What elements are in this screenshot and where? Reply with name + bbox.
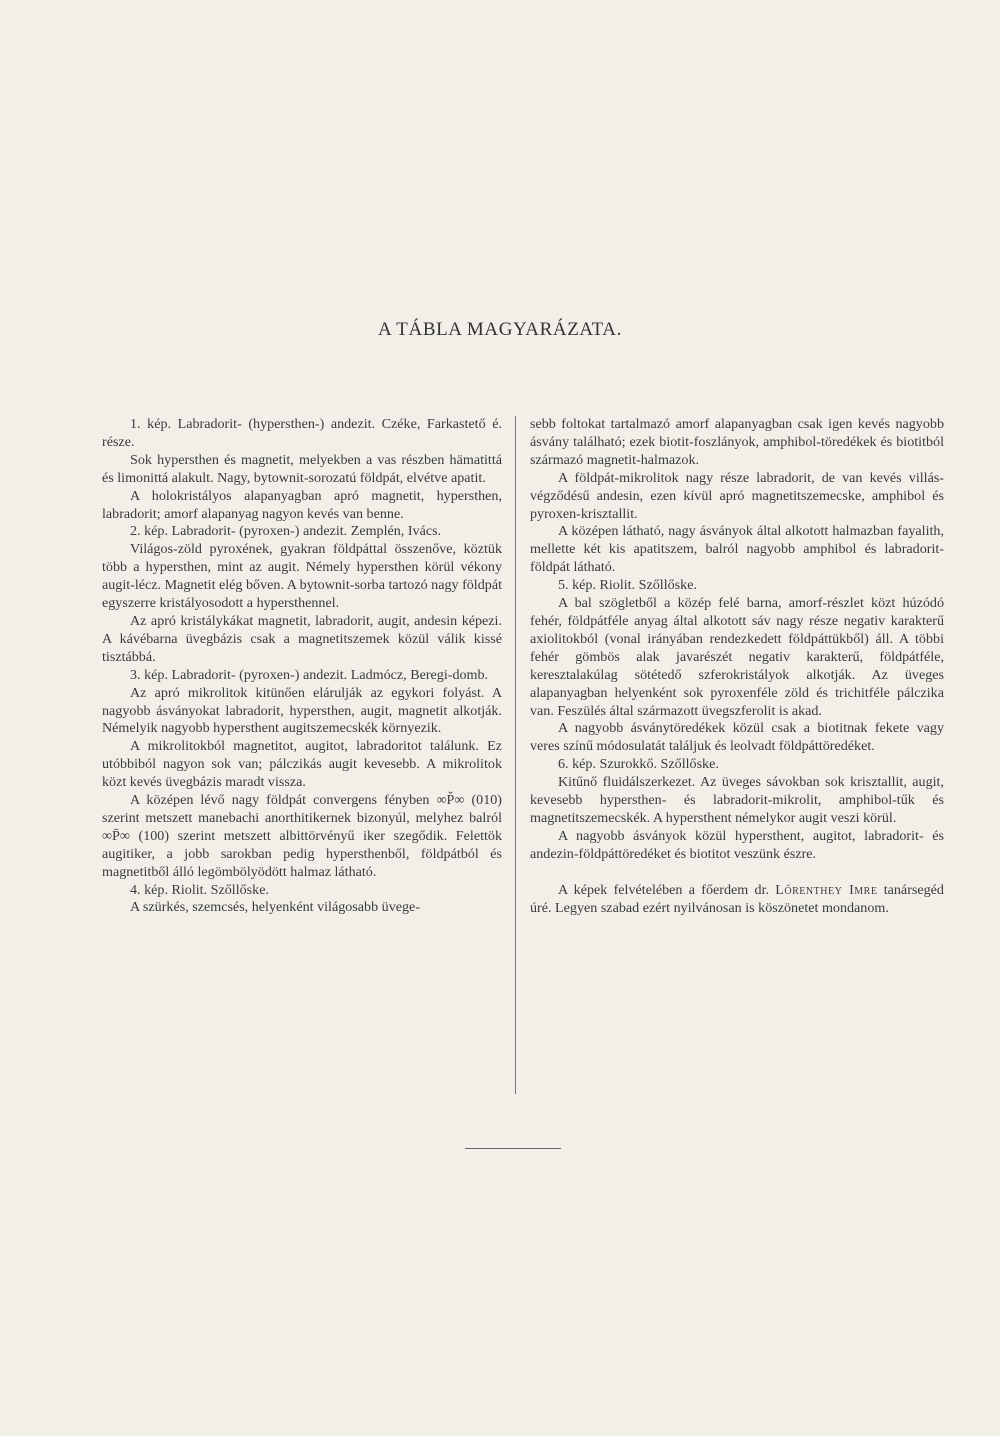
paragraph: A holokristályos alapanyagban apró magnetit, hypersthen, labradorit; amorf alapanyag nagyon kevés van benne.	[102, 487, 502, 522]
paragraph: 2. kép. Labradorit- (pyroxen-) andezit. Zemplén, Ivács.	[130, 523, 442, 540]
right-column	[530, 416, 944, 917]
paragraph: Az apró kristálykákat magnetit, labradorit, augit, andesin képezi. A kávébarna üvegbázis csak a magnetitszemek közül válik kissé tisztábbá.	[102, 612, 502, 665]
paragraph: Az apró mikrolitok kitünően elárulják az egykori folyást. A nagyobb ásványokat labradorit, hypersthen, augit, magnetit alkotják. Némelyik nagyobb hypersthent augitszemecskék környezik.	[102, 684, 502, 737]
paragraph: 4. kép. Riolit. Szőllőske.	[130, 881, 269, 898]
acknowledgement-name: Lőrenthey Imre	[775, 881, 878, 898]
paragraph: 3. kép. Labradorit- (pyroxen-) andezit. Ladmócz, Beregi-domb.	[130, 666, 489, 683]
paragraph: 1. kép. Labradorit- (hypersthen-) andezit. Czéke, Farkastető é. része.	[102, 416, 502, 450]
paragraph: Kitűnő fluidálszerkezet. Az üveges sávokban sok krisztallit, augit, kevesebb hypersthen- és labradorit-mikrolit, amphibol-tűk és magnetitszemecskék. A hypersthent némelykor augit veszi körül.	[530, 774, 944, 826]
end-rule	[465, 1148, 561, 1149]
paragraph: Sok hypersthen és magnetit, melyekben a vas részben hämatittá és limonittá alakult. Nagy, bytownit-sorozatú földpát, elvétve apatit.	[102, 451, 502, 486]
paragraph: A mikrolitokból magnetitot, augitot, labradoritot találunk. Ez utóbbiból nagyon sok van; pálczikás augit kevesebb. A mikrolitok közt kevés üvegbázis maradt vissza.	[102, 738, 502, 791]
acknowledgement	[530, 882, 944, 918]
paragraph: A középen látható, nagy ásványok által alkotott halmazban fayalith, mellette két kis apatitszem, balról nagyobb amphibol és labradorit-földpát látható.	[530, 523, 944, 576]
paragraph: A földpát-mikrolitok nagy része labradorit, de van kevés villás-végződésű andesin, ezen kívül apró magnetitszemecske, amphibol és pyroxen-krisztallit.	[530, 469, 944, 522]
paragraph: A bal szögletből a közép felé barna, amorf-részlet közt húzódó fehér, földpátféle anyag által alkotott sáv nagy része negativ karakterű axiolitokból (vonal irányában rendezkedett földpáttükből) áll. A többi fehér gömbös alak javarészét negativ karakterű, földpátféle, keresztalakúlag sötétedő szferokristályok alkotják. Az üveges alapanyagban helyenként sok pyroxenféle zöld és trichitféle pálczika van. Feszülés által származott üvegszferolit is akad.	[530, 595, 944, 719]
page-title: A TÁBLA MAGYARÁZATA.	[378, 319, 622, 340]
acknowledgement-text: A képek felvételében a főerdem dr.	[558, 881, 770, 898]
column-divider	[515, 416, 516, 1094]
paragraph: A szürkés, szemcsés, helyenként világosabb üvege-	[130, 899, 421, 916]
paragraph: A nagyobb ásványtöredékek közül csak a biotitnak fekete vagy veres színű módosulatát találjuk és leolvadt földpáttöredéket.	[530, 720, 944, 755]
paragraph: Világos-zöld pyroxének, gyakran földpáttal összenőve, köztük több a hypersthen, mint az augit. Némely hypersthen körül vékony augit-lécz. Magnetit elég bőven. A bytownit-sorba tartozó nagy földpát egyszerre kristályosodott a hypersthennel.	[102, 541, 502, 612]
paragraph: 5. kép. Riolit. Szőllőske.	[558, 577, 697, 594]
acknowledgement-text: tanársegéd úré. Legyen szabad ezért nyilvánosan is köszönetet mondanom.	[530, 881, 944, 916]
paragraph: 6. kép. Szurokkő. Szőllőske.	[558, 756, 719, 773]
paragraph: A középen lévő nagy földpát convergens fényben ∞P̆∞ (010) szerint metszett manebachi anorthitikernek bizonyúl, melyhez balról ∞P̄∞ (100) szerint metszett albittörvényű iker szegődik. Felettök augitiker, a jobb sarokban pedig hypersthenből, földpátból és magnetitből álló legömbölyödött halmaz látható.	[102, 792, 502, 880]
left-column	[102, 416, 502, 917]
paragraph: A nagyobb ásványok közül hypersthent, augitot, labradorit- és andezin-földpáttöredéket és biotitot veszünk észre.	[530, 827, 944, 862]
paragraph: sebb foltokat tartalmazó amorf alapanyagban csak igen kevés nagyobb ásvány található; ezek biotit-foszlányok, amphibol-töredékek és biotitból származó magnetit-halmazok.	[530, 416, 944, 468]
